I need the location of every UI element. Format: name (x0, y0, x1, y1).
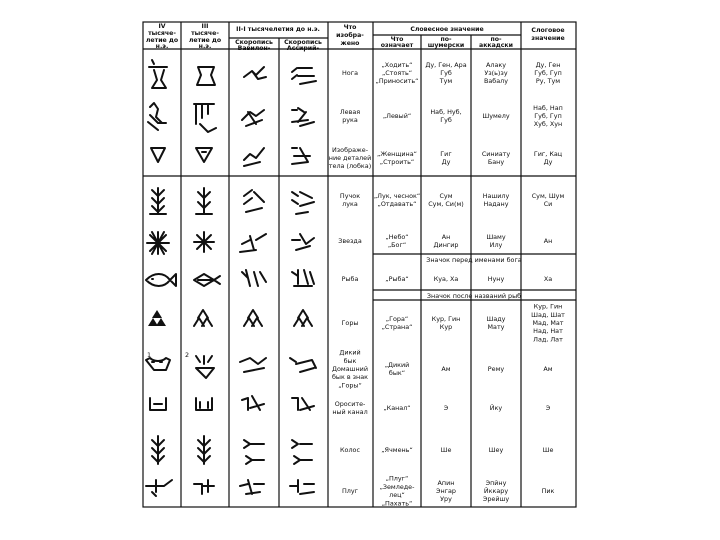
row-triangle-akk-1: Бану (487, 158, 505, 167)
row-fish-syl-0: Ха (543, 275, 553, 283)
row-ear-means-0: „Ячмень“ (381, 446, 413, 454)
header-col2 (189, 23, 221, 50)
row-ear-label-0: Колос (340, 446, 360, 454)
row-mountain-syl-3: Над, Нат (533, 327, 563, 336)
row-ox-label-0: Дикий (339, 348, 361, 357)
header-col1-l3: н.э. (155, 43, 169, 50)
row-foot-akk-0: Алаку (485, 60, 507, 69)
header-akkad-l1: аккадски (479, 42, 513, 49)
header-col4-l1: Ассирий- (286, 45, 320, 52)
row-canal-label-0: Оросите- (334, 399, 366, 408)
row-texts (329, 61, 565, 508)
row-foot-sum-1: Губ (440, 69, 452, 77)
row-bunch-means-1: „Отдавать“ (377, 200, 417, 209)
star-icon (147, 232, 314, 254)
row-triangle-syl-1: Ду (543, 158, 553, 167)
header-col2-l1: тысяче- (191, 30, 219, 37)
row-bunch-syl-1: Си (543, 200, 553, 209)
row-foot-means-2: „Приносить“ (375, 77, 419, 86)
hand-icon (148, 103, 314, 132)
row-ox-syl-0: Ам (543, 365, 553, 373)
row-mountain-means-1: „Страна“ (381, 323, 413, 332)
corner-mark-1: 1 (147, 351, 152, 359)
row-triangle-sum-0: Гиг (440, 149, 452, 158)
row-hand-sum-1: Губ (440, 116, 452, 125)
row-mountain-means-0: „Гора“ (385, 314, 409, 323)
barley-icon (152, 436, 312, 464)
row-hand-syl-2: Хуб, Хун (533, 120, 563, 129)
row-hand-syl-1: Губ, Гуп (534, 112, 562, 120)
header-col34: II-I тысячелетия до н.э. (236, 26, 320, 33)
header-col4 (284, 39, 322, 52)
row-triangle-means-0: „Женщина“ (377, 149, 417, 158)
header-word-meaning: Словесное значение (410, 26, 484, 33)
header-what (381, 36, 414, 49)
row-mountain-syl-4: Лад, Лат (533, 335, 563, 344)
foot-icon (149, 60, 316, 88)
header-syllabic-l0: Слоговое (531, 27, 565, 34)
row-ox-akk-0: Рему (487, 365, 505, 373)
row-hand-means-0: „Левый“ (382, 112, 412, 120)
plough-icon (146, 480, 314, 496)
row-star-akk-0: Шаму (486, 232, 506, 241)
row-foot-sum-0: Ду, Ген, Ара (425, 60, 467, 69)
row-star-label-0: Звезда (338, 237, 362, 245)
header-akkad-l0: по- (490, 36, 502, 43)
row-bunch-label-1: лука (342, 200, 358, 209)
row-canal-syl-0: Э (545, 404, 551, 412)
row-star-akk-1: Илу (489, 241, 503, 250)
row-plough-sum-2: Уру (440, 495, 452, 504)
note-star: Значок перед именами бога (426, 256, 522, 264)
header-col4-l0: Скоропись (284, 39, 322, 46)
row-star-means-0: „Небо“ (385, 232, 409, 241)
row-ear-sum-0: Ше (440, 446, 452, 454)
corner-mark-2: 2 (185, 351, 190, 359)
row-plough-means-1: „Земледе- (379, 482, 415, 491)
row-star-means-1: „Бог“ (387, 241, 407, 250)
row-plough-means-2: лец“ (389, 491, 405, 500)
row-fish-means-0: „Рыба“ (385, 275, 409, 283)
row-triangle-label-0: Изображе- (332, 145, 368, 154)
row-mountain-sum-1: Кур (439, 323, 453, 332)
row-plough-means-0: „Плуг“ (385, 474, 409, 483)
row-ox-sum-0: Ам (441, 365, 451, 373)
row-foot-syl-1: Губ, Гуп (534, 69, 562, 77)
onion-icon (150, 188, 314, 214)
row-mountain-syl-2: Мад, Мат (532, 319, 564, 327)
row-ear-syl-0: Ше (542, 446, 554, 454)
ox-head-icon (146, 356, 316, 378)
row-star-syl-0: Ан (543, 237, 553, 245)
row-bunch-means-0: „Лук, чеснок“ (373, 191, 421, 200)
header-akkad (479, 36, 513, 49)
row-bunch-sum-0: Сум (439, 191, 453, 200)
header-col2-l0: III (201, 23, 209, 30)
row-plough-akk-2: Эрейшу (482, 495, 510, 504)
row-bunch-akk-1: Надану (483, 200, 509, 209)
header-col1-l0: IV (158, 23, 166, 30)
row-mountain-sum-0: Кур, Гин (431, 314, 461, 323)
row-bunch-label-0: Пучок (339, 191, 361, 200)
row-mountain-akk-1: Мату (487, 323, 505, 332)
row-mountain-label-0: Горы (341, 319, 359, 327)
row-mountain-akk-0: Шаду (486, 314, 506, 323)
row-hand-syl-0: Наб, Нап (533, 103, 563, 112)
row-hand-akk-0: Шумелу (482, 112, 510, 120)
header-col2-l2: летие до (188, 37, 222, 44)
header-col3-l1: Вавилон- (237, 45, 271, 52)
row-triangle-means-1: „Строить“ (379, 158, 415, 167)
header-syllabic-l1: значение (531, 35, 565, 42)
row-ox-label-1: бык (343, 356, 357, 365)
row-foot-akk-1: Уз(ь)зу (484, 69, 508, 77)
row-canal-means-0: „Канал“ (383, 404, 411, 412)
row-bunch-sum-1: Сум, Си(м) (428, 200, 464, 209)
row-plough-means-3: „Пахать“ (381, 499, 413, 508)
canal-icon (150, 396, 314, 410)
row-hand-sum-0: Наб, Нуб, (430, 107, 462, 116)
row-mountain-syl-1: Шад, Шат (531, 310, 565, 319)
header-col2-l3: н.э. (198, 43, 212, 50)
row-ox-label-2: Домашний (332, 365, 368, 373)
header-what-l0: Что (390, 36, 404, 43)
table-grid (143, 22, 576, 507)
row-canal-sum-0: Э (443, 404, 449, 412)
row-triangle-akk-0: Синиату (481, 149, 511, 158)
row-plough-label-0: Плуг (341, 487, 359, 495)
row-ox-label-3: бык в знак (331, 373, 369, 382)
row-plough-akk-1: Йккару (483, 487, 509, 495)
header-sumer-l0: по- (440, 36, 452, 43)
header-col5-l1: изобра- (336, 32, 364, 39)
row-bunch-akk-0: Нашилу (482, 191, 510, 200)
triangle-icon (151, 148, 310, 166)
mountains-icon (148, 310, 312, 326)
row-foot-syl-2: Ру, Тум (535, 77, 561, 86)
row-plough-sum-1: Энгар (436, 487, 456, 495)
row-ox-label-4: „Горы“ (338, 381, 362, 390)
header-col5-l2: жено (340, 40, 360, 47)
row-fish-akk-0: Нуну (487, 275, 505, 283)
row-canal-akk-0: Йку (489, 404, 503, 412)
row-triangle-label-1: ние деталей (328, 154, 372, 162)
header-col3-l0: Скоропись (235, 39, 273, 46)
header-col1-l1: тысяче- (148, 30, 176, 37)
row-fish-label-0: Рыба (341, 275, 359, 283)
row-star-sum-0: Ан (441, 232, 451, 241)
row-fish-sum-0: Куа, Ха (433, 275, 459, 283)
header-col1 (146, 23, 178, 50)
header-sumer (428, 36, 465, 49)
row-hand-label-0: Левая (339, 107, 361, 116)
row-foot-sum-2: Тум (439, 77, 453, 86)
header-what-l1: означает (380, 42, 414, 49)
header-col3 (235, 39, 273, 52)
row-foot-means-0: „Ходить“ (381, 60, 413, 69)
row-triangle-syl-0: Гиг, Кац (533, 149, 563, 158)
row-plough-syl-0: Пик (541, 487, 555, 495)
row-plough-akk-0: Эпйну (485, 478, 507, 487)
row-plough-sum-0: Апин (437, 478, 455, 487)
note-fish: Значок после названий рыб (426, 292, 522, 300)
row-mountain-syl-0: Кур, Гин (533, 302, 563, 311)
row-canal-label-1: ный канал (332, 408, 368, 417)
row-ox-means-1: бык“ (388, 369, 406, 378)
row-ear-akk-0: Шеу (488, 446, 504, 454)
row-bunch-syl-0: Сум, Шум (531, 191, 565, 200)
row-foot-means-1: „Стоять“ (381, 69, 413, 77)
header-col5 (336, 24, 364, 47)
row-ox-means-0: „Дикий (384, 360, 410, 369)
header-syllabic (531, 27, 564, 42)
row-hand-label-1: рука (342, 116, 358, 125)
header-col5-l0: Что (343, 24, 357, 31)
header-col1-l2: летие до (145, 37, 179, 44)
row-star-sum-1: Дингир (433, 241, 459, 250)
row-triangle-label-2: тела (лобка) (328, 162, 372, 171)
row-foot-akk-2: Вабалу (483, 77, 509, 86)
header-sumer-l1: шумерски (427, 42, 465, 49)
row-foot-syl-0: Ду, Ген (535, 60, 561, 69)
fish-icon (146, 270, 314, 286)
row-triangle-sum-1: Ду (441, 158, 451, 167)
row-foot-label-0: Нога (342, 69, 358, 77)
